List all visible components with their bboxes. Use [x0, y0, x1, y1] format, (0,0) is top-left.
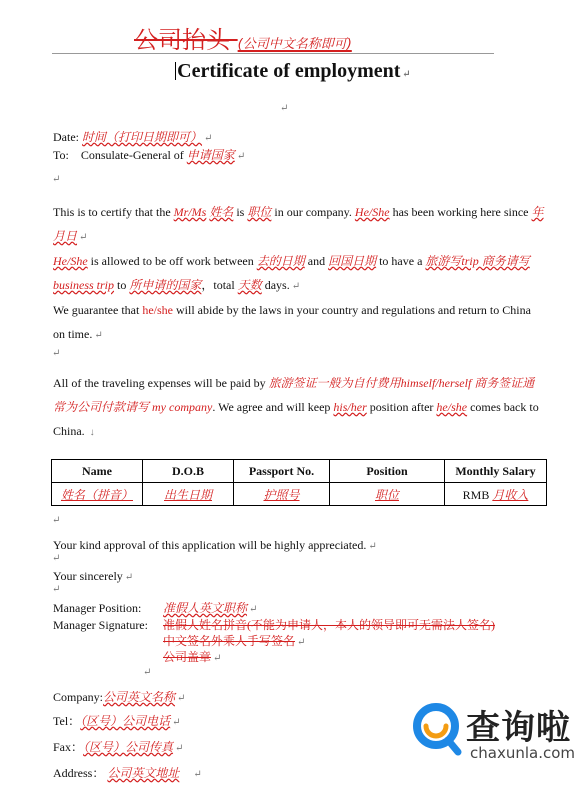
fax-label: Fax：	[53, 740, 84, 754]
paragraph-expenses	[53, 371, 544, 445]
p1-name: 姓名	[209, 205, 234, 219]
paragraph-mark-icon: ↵	[204, 133, 213, 144]
p2-days: 天数	[237, 278, 262, 292]
header-dob: D.O.B	[143, 460, 234, 483]
p4-text: comes back to China.	[53, 400, 539, 438]
header-name: Name	[52, 460, 143, 483]
p2-text: and	[304, 254, 329, 268]
p1-text: in our company.	[271, 205, 355, 219]
p4-text: All of the traveling expenses will be paid by	[53, 376, 269, 390]
header-passport: Passport No.	[234, 460, 330, 483]
cell-passport-text: 护照号	[263, 487, 300, 502]
p1-since: 年月日	[53, 205, 544, 243]
to-line	[53, 147, 544, 165]
p3-text: We guarantee that	[53, 303, 143, 317]
company-header	[134, 20, 352, 55]
manager-position-line	[53, 600, 544, 618]
p1-name-title: Mr/Ms	[173, 205, 207, 219]
tel-value: （区号）公司电话	[80, 714, 171, 728]
p1-text: is	[233, 205, 248, 219]
paragraph-mark-icon: ↵	[52, 584, 61, 595]
paragraph-mark-icon: ↵	[213, 653, 222, 664]
p2-text: days.	[261, 278, 290, 292]
p1-position: 职位	[247, 205, 272, 219]
approval-text: Your kind approval of this application will be highly appreciated.	[53, 538, 367, 552]
paragraph-mark-icon: ↵	[79, 232, 88, 243]
paragraph-mark-icon: ↵	[368, 541, 377, 552]
p2-go-date: 去的日期	[256, 254, 305, 268]
paragraph-off-work	[53, 249, 544, 299]
paragraph-mark-icon: ↵	[193, 769, 202, 780]
header-salary: Monthly Salary	[445, 460, 547, 483]
paragraph-mark-icon: ↵	[124, 572, 134, 583]
address-label: Address：	[53, 766, 105, 780]
tel-label: Tel：	[53, 714, 81, 728]
p2-country: 所申请的国家	[129, 278, 202, 292]
header-position: Position	[330, 460, 445, 483]
p4-text: position after	[366, 400, 437, 414]
to-country: 申请国家	[186, 148, 235, 162]
company-value: 公司英文名称	[103, 690, 176, 704]
paragraph-mark-icon: ↵	[52, 348, 61, 359]
p4-text: . We agree and will keep	[212, 400, 334, 414]
paragraph-mark-icon: ↵	[177, 693, 186, 704]
paragraph-mark-icon: ↵	[52, 553, 61, 564]
cell-dob	[143, 483, 234, 506]
p1-text: This is to certify that the	[53, 205, 174, 219]
manager-position-value: 准假人英文职称	[163, 601, 248, 615]
salary-prefix: RMB	[462, 487, 490, 502]
paragraph-mark-icon: ↵	[143, 667, 152, 678]
table-header-row	[52, 460, 547, 483]
paragraph-mark-icon: ↵	[236, 151, 246, 162]
p3-text: will abide by the laws in your country and regulations and return to China on time.	[53, 303, 531, 341]
fax-value: （区号）公司传真	[83, 740, 174, 754]
paragraph-guarantee	[53, 298, 544, 348]
p3-pronoun: he/she	[142, 303, 173, 317]
paragraph-mark-icon: ↵	[175, 743, 184, 754]
date-value: 时间（打印日期即可）	[82, 130, 203, 144]
cell-name-text: 姓名（拼音）	[60, 487, 133, 502]
manager-signature-line	[53, 617, 544, 633]
manager-signature-note: 中文签名外乘人手写签名	[163, 634, 296, 648]
cell-name	[52, 483, 143, 506]
p4-he-she: he/she	[436, 400, 468, 414]
watermark-url: chaxunla.com	[470, 744, 575, 762]
paragraph-mark-icon: ↓	[89, 427, 95, 438]
paragraph-mark-icon: ↵	[52, 174, 61, 185]
p2-back-date: 回国日期	[328, 254, 377, 268]
closing-line	[53, 568, 544, 586]
address-value: 公司英文地址	[107, 766, 180, 780]
p1-text: has been working here since	[389, 205, 532, 219]
paragraph-mark-icon: ↵	[402, 69, 411, 80]
p2-text: to have a	[376, 254, 426, 268]
company-stamp-note: 公司盖章	[163, 650, 212, 664]
header-rule	[52, 53, 494, 54]
to-label: To:	[53, 148, 69, 162]
paragraph-mark-icon: ↵	[94, 330, 103, 341]
cell-salary-text: 月收入	[492, 487, 529, 502]
to-value: Consulate-General of	[80, 148, 184, 162]
company-label: Company:	[53, 690, 103, 704]
paragraph-mark-icon: ↵	[297, 637, 306, 648]
p4-his-her: his/her	[333, 400, 367, 414]
approval-line	[53, 537, 544, 555]
paragraph-mark-icon: ↵	[249, 604, 258, 615]
closing-text: Your sincerely	[53, 569, 123, 583]
table-row	[52, 483, 547, 506]
p4-payer: 旅游签证一般为自付费用himself/herself 商务签证通常为公司付款请写 my company	[53, 376, 535, 414]
cell-position	[330, 483, 445, 506]
cell-salary	[445, 483, 547, 506]
p2-pronoun: He/She	[53, 254, 88, 268]
watermark-brand: 查询啦	[466, 708, 571, 748]
cell-position-text: 职位	[374, 487, 399, 502]
date-line	[53, 129, 544, 147]
date-label: Date:	[53, 130, 79, 144]
employee-table	[51, 459, 547, 506]
company-header-text: 公司抬头	[134, 26, 230, 54]
manager-signature-line-3	[53, 649, 544, 667]
cell-dob-text: 出生日期	[163, 487, 212, 502]
p2-text: ，total	[201, 278, 238, 292]
magnifier-logo-icon	[412, 702, 464, 758]
paragraph-mark-icon: ↵	[291, 281, 301, 292]
company-header-note: (公司中文名称即可)	[237, 37, 352, 52]
p2-text: to	[114, 278, 130, 292]
paragraph-mark-icon: ↵	[172, 717, 181, 728]
manager-position-label: Manager Position:	[53, 601, 142, 615]
document-title	[0, 60, 586, 83]
p1-pronoun: He/She	[354, 205, 390, 219]
p2-text: is allowed to be off work between	[87, 254, 257, 268]
watermark-logo	[412, 696, 582, 770]
cell-passport	[234, 483, 330, 506]
paragraph-mark-icon: ↵	[280, 103, 289, 114]
p2-trip-type: 旅游写trip 商务请写 business trip	[53, 254, 530, 292]
title-text: Certificate of employment	[177, 60, 401, 82]
manager-signature-label: Manager Signature:	[53, 618, 148, 632]
paragraph-certify	[53, 200, 544, 250]
manager-signature-value: 准假人姓名拼音(不能为申请人，本人的领导即可无需法人签名)	[163, 618, 495, 632]
paragraph-mark-icon: ↵	[52, 515, 61, 526]
